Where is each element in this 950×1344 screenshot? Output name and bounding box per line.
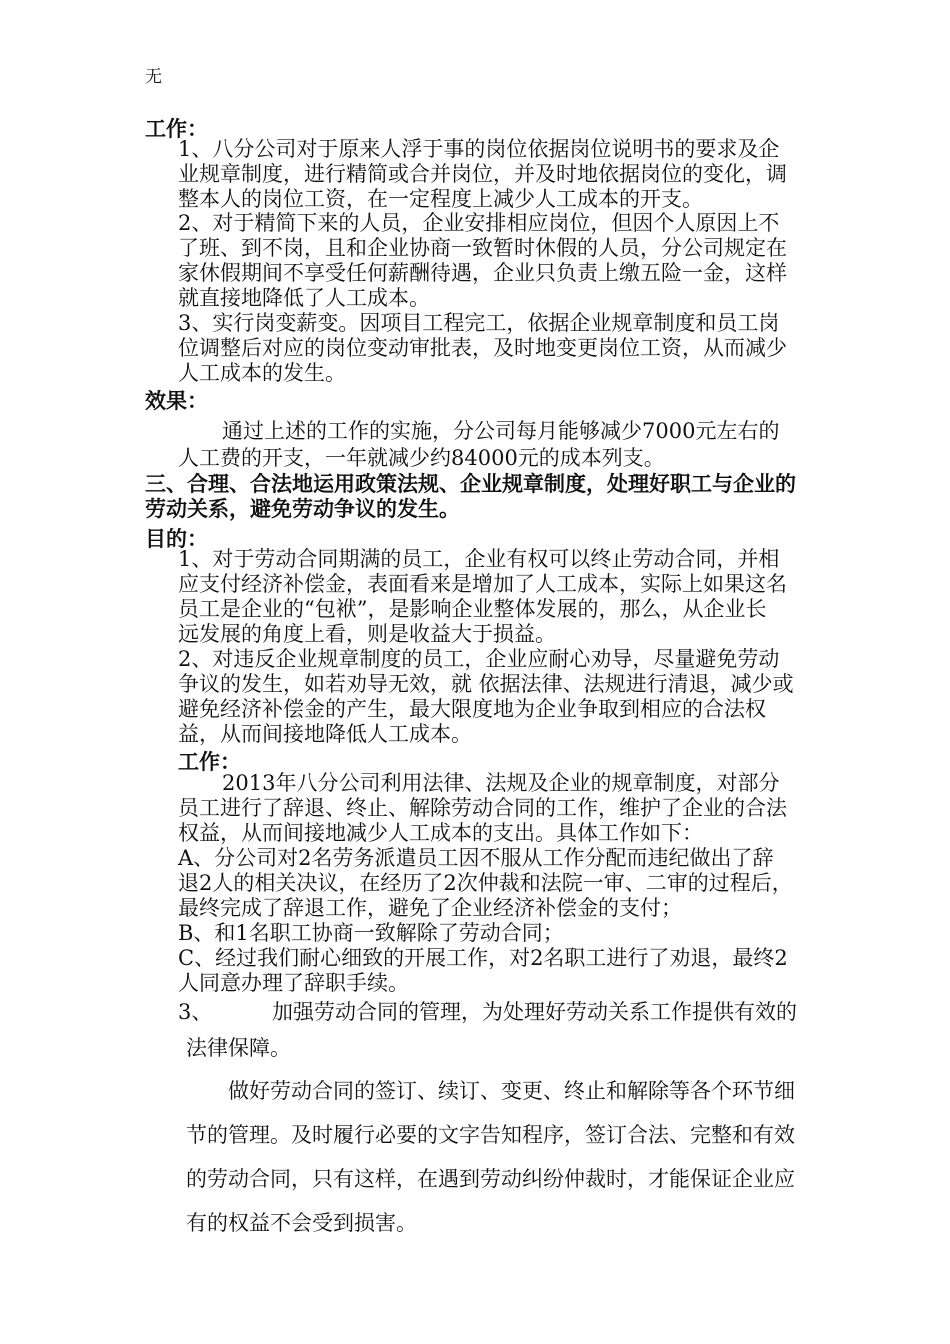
work-item-2: 2、对于精简下来的人员，企业安排相应岗位，但因个人原因上不 了班、到不岗，且和企业协商一致暂时休假的人员，分公司规定在 家休假期间不享受任何薪酬待遇，企业只负责上缴五险一金，这样 就直接地降低了人工成本。 bbox=[178, 211, 787, 310]
goal-heading: 目的： bbox=[145, 527, 208, 551]
effect-paragraph: 通过上述的工作的实施，分公司每月能够减少7000元左右的 人工费的开支，一年就减少约84000元的成本列支。 bbox=[178, 419, 780, 470]
item-3-text: 加强劳动合同的管理，为处理好劳动关系工作提供有效的 bbox=[272, 1000, 797, 1024]
work-list-item-a: A、分公司对2名劳务派遣员工因不服从工作分配而违纪做出了辞 退2人的相关决议，在经历了2次仲裁和法院一审、二审的过程后， 最终完成了辞退工作，避免了企业经济补偿金的支付； bbox=[178, 846, 793, 920]
item-3-continuation: 法律保障。 bbox=[186, 1036, 291, 1060]
work-heading-2: 工作： bbox=[178, 750, 241, 774]
work-list-item-c: C、经过我们耐心细致的开展工作，对2名职工进行了劝退，最终2 人同意办理了辞职手续。 bbox=[178, 946, 788, 995]
work-item-1: 1、八分公司对于原来人浮于事的岗位依据岗位说明书的要求及企 业规章制度，进行精简或合并岗位，并及时地依据岗位的变化，调 整本人的岗位工资，在一定程度上减少人工成本的开支。 bbox=[178, 137, 787, 211]
page-header: 无 bbox=[145, 67, 162, 87]
effect-heading: 效果： bbox=[145, 389, 208, 413]
work-heading: 工作： bbox=[145, 117, 208, 141]
work-item-3: 3、实行岗变薪变。因项目工程完工，依据企业规章制度和员工岗 位调整后对应的岗位变动审批表，及时地变更岗位工资，从而减少 人工成本的发生。 bbox=[178, 311, 787, 385]
work-list-item-b: B、和1名职工协商一致解除了劳动合同； bbox=[178, 921, 564, 945]
goal-item-1: 1、对于劳动合同期满的员工，企业有权可以终止劳动合同，并相 应支付经济补偿金，表面看来是增加了人工成本，实际上如果这名 员工是企业的“包袱”，是影响企业整体发展的，那么，从企业长 远发展的角度上看，则是收益大于损益。 bbox=[178, 547, 787, 646]
work-intro-paragraph: 2013年八分公司利用法律、法规及企业的规章制度，对部分 员工进行了辞退、终止、解除劳动合同的工作，维护了企业的合法 权益，从而间接地减少人工成本的支出。具体工作如下： bbox=[178, 771, 787, 845]
final-paragraph: 做好劳动合同的签订、续订、变更、终止和解除等各个环节细 节的管理。及时履行必要的文字告知程序，签订合法、完整和有效 的劳动合同，只有这样，在遇到劳动纠纷仲裁时，才能保证企业应 有的权益不会受到损害。 bbox=[186, 1079, 795, 1235]
section-3-heading: 三、合理、合法地运用政策法规、企业规章制度，处理好职工与企业的 劳动关系，避免劳动争议的发生。 bbox=[145, 472, 796, 521]
item-3-number: 3、 bbox=[178, 1000, 213, 1024]
goal-item-2: 2、对违反企业规章制度的员工，企业应耐心劝导，尽量避免劳动 争议的发生，如若劝导无效，就 依据法律、法规进行清退，减少或 避免经济补偿金的产生，最大限度地为企业争取到相应的合法权 益，从而间接地降低人工成本。 bbox=[178, 647, 794, 746]
